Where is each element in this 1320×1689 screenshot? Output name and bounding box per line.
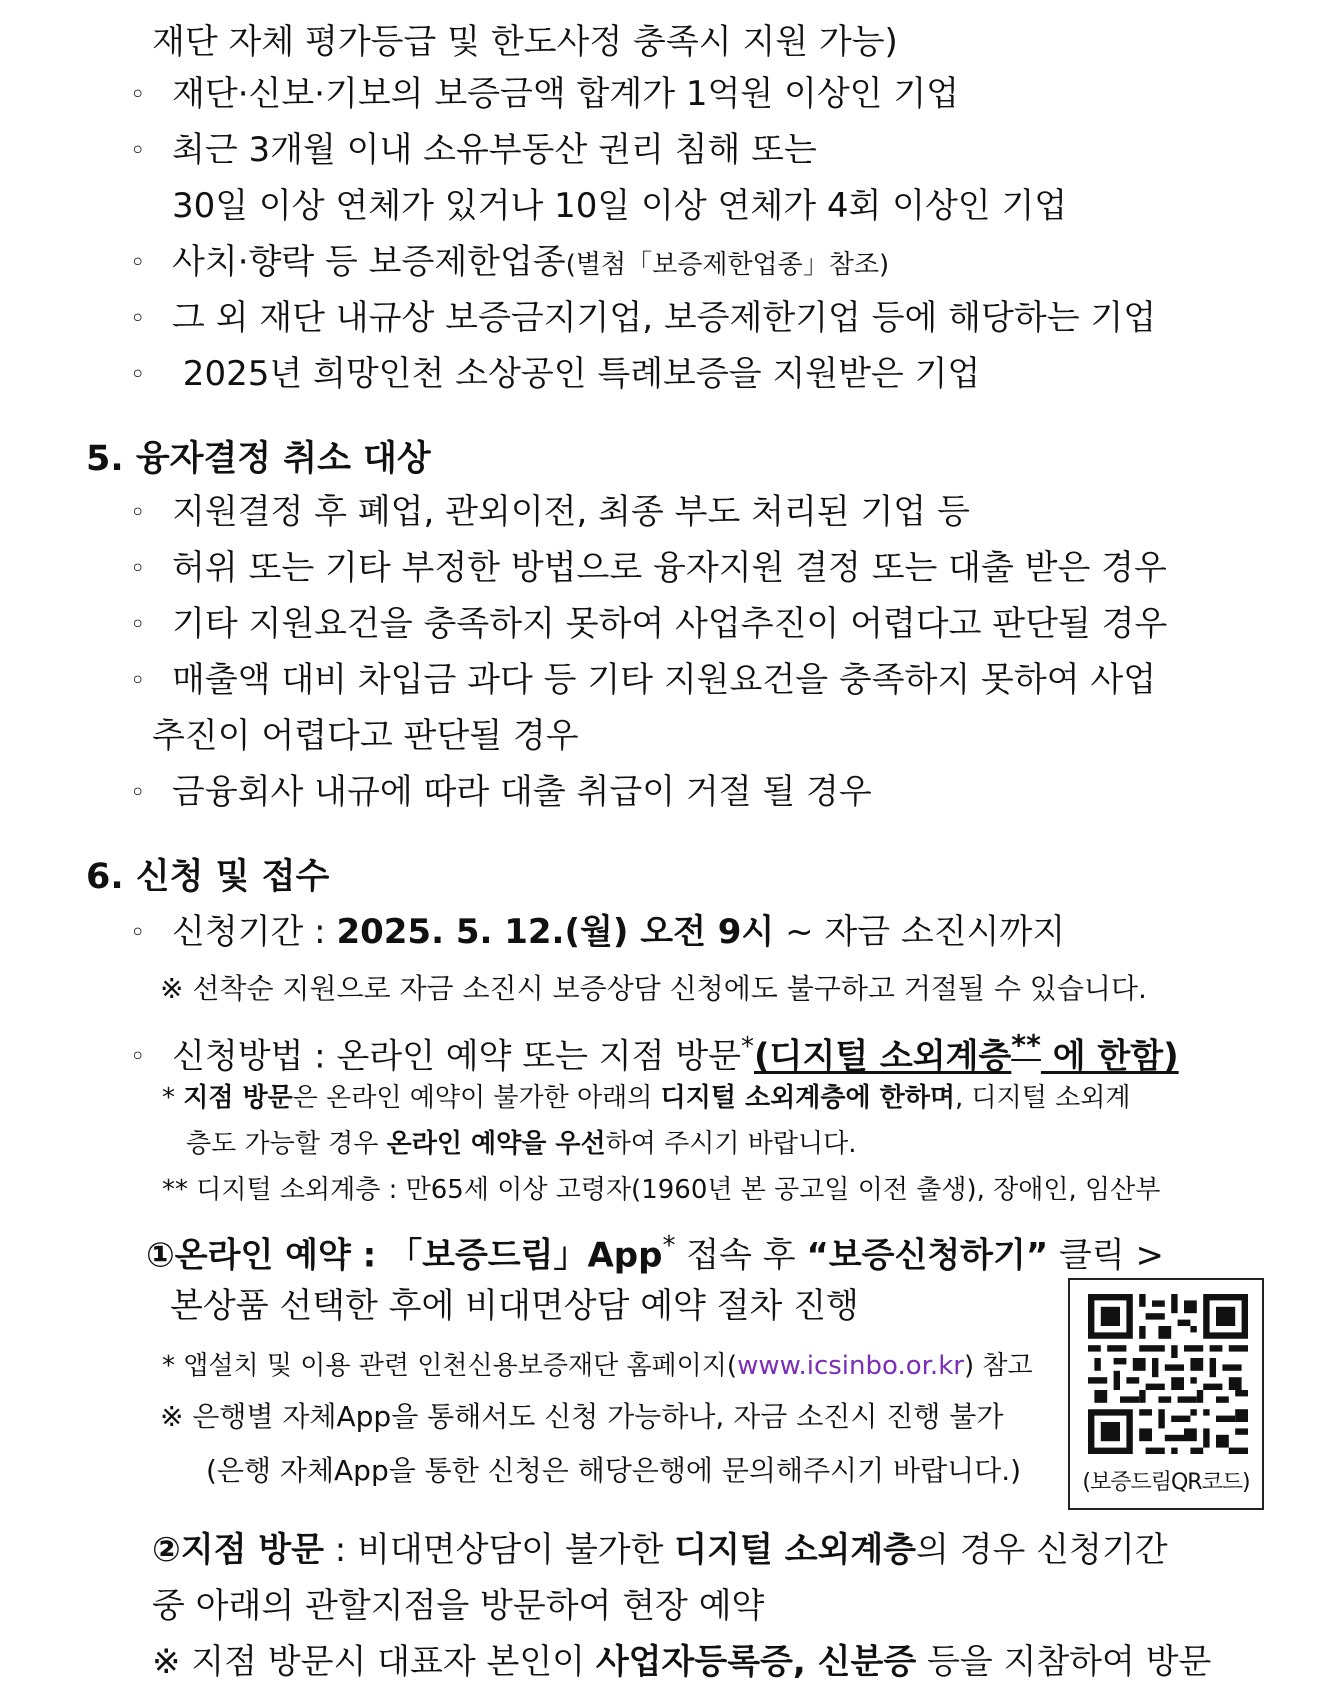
bullet: ◦ [130, 1042, 146, 1073]
item-text: 기타 지원요건을 충족하지 못하여 사업추진이 어렵다고 판단될 경우 [172, 604, 1168, 644]
list-item [130, 658, 1156, 703]
bullet: ◦ [130, 498, 146, 528]
qr-code-icon [1088, 1294, 1248, 1454]
online-reservation-line: ①온라인 예약 : 「보증드림」App* 접속 후 “보증신청하기” 클릭 > [146, 1231, 1165, 1276]
list-item [130, 910, 1065, 955]
note-line: ** 디지털 소외계층 : 만65세 이상 고령자(1960년 본 공고일 이전 출생), 장애인, 임산부 [162, 1175, 1161, 1205]
list-item [130, 352, 980, 397]
item-text: 지원결정 후 폐업, 관외이전, 최종 부도 처리된 기업 등 [172, 492, 970, 532]
period-date: 2025. 5. 12.(월) 오전 9시 [336, 912, 775, 952]
bullet: ◦ [130, 80, 146, 110]
note-line: ※ 선착순 지원으로 자금 소진시 보증상담 신청에도 불구하고 거절될 수 있습니다. [160, 972, 1147, 1005]
note-line: 층도 가능할 경우 온라인 예약을 우선하여 주시기 바랍니다. [186, 1129, 857, 1159]
note-line: (은행 자체App을 통한 신청은 해당은행에 문의해주시기 바랍니다.) [206, 1454, 1022, 1487]
homepage-link[interactable]: www.icsinbo.or.kr [737, 1351, 964, 1381]
bullet: ◦ [130, 554, 146, 584]
item-text: 사치·향락 등 보증제한업종 [172, 242, 566, 282]
text-line: 중 아래의 관할지점을 방문하여 현장 예약 [152, 1586, 765, 1626]
text-line: 재단 자체 평가등급 및 한도사정 충족시 지원 가능) [152, 22, 898, 62]
bullet: ◦ [130, 248, 146, 278]
item-text: 재단·신보·기보의 보증금액 합계가 1억원 이상인 기업 [172, 74, 960, 114]
text-line: 본상품 선택한 후에 비대면상담 예약 절차 진행 [170, 1286, 859, 1326]
bullet: ◦ [130, 304, 146, 334]
item-text: 그 외 재단 내규상 보증금지기업, 보증제한기업 등에 해당하는 기업 [172, 298, 1157, 338]
section-heading-6: 6. 신청 및 접수 [86, 857, 330, 897]
note-line: ※ 지점 방문시 대표자 본인이 사업자등록증, 신분증 등을 지참하여 방문 [152, 1642, 1212, 1682]
bullet: ◦ [130, 666, 146, 696]
footnote-marker: ** [1011, 1029, 1041, 1062]
qr-caption: (보증드림QR코드) [1082, 1470, 1250, 1495]
item-note: (별첨「보증제한업종」참조) [565, 250, 890, 280]
text-line: 30일 이상 연체가 있거나 10일 이상 연체가 4회 이상인 기업 [172, 186, 1068, 226]
item-text: 최근 3개월 이내 소유부동산 권리 침해 또는 [172, 130, 817, 170]
item-text: 2025년 희망인천 소상공인 특례보증을 지원받은 기업 [172, 354, 981, 394]
bullet: ◦ [130, 360, 146, 390]
list-item [130, 770, 872, 815]
note-line: * 앱설치 및 이용 관련 인천신용보증재단 홈페이지(www.icsinbo.or.kr) 참고 [162, 1351, 1033, 1381]
list-item [130, 72, 959, 117]
list-item [130, 296, 1156, 341]
item-text: 허위 또는 기타 부정한 방법으로 융자지원 결정 또는 대출 받은 경우 [172, 548, 1167, 588]
item-text: 금융회사 내규에 따라 대출 취급이 거절 될 경우 [172, 772, 872, 812]
note-line: ※ 은행별 자체App을 통해서도 신청 가능하나, 자금 소진시 진행 불가 [160, 1400, 1004, 1433]
item-text: ~ 자금 소진시까지 [774, 912, 1066, 952]
item-emphasis: (디지털 소외계층 [753, 1036, 1012, 1077]
section-heading-5: 5. 융자결정 취소 대상 [86, 439, 431, 479]
list-item [130, 128, 817, 173]
text-line: 추진이 어렵다고 판단될 경우 [152, 716, 579, 756]
bullet: ◦ [130, 778, 146, 808]
list-item [130, 490, 970, 535]
footnote-marker: * [740, 1032, 754, 1062]
list-item [130, 240, 889, 285]
bullet: ◦ [130, 918, 146, 948]
list-item [130, 602, 1167, 647]
list-item [130, 546, 1167, 591]
item-text: 신청기간 : [172, 912, 337, 952]
bullet: ◦ [130, 610, 146, 640]
note-line: * 지점 방문은 온라인 예약이 불가한 아래의 디지털 소외계층에 한하며, 디지털 소외계 [162, 1083, 1131, 1113]
item-text: 신청방법 : 온라인 예약 또는 지점 방문 [172, 1036, 741, 1077]
item-text: 매출액 대비 차입금 과다 등 기타 지원요건을 충족하지 못하여 사업 [172, 660, 1157, 700]
bullet: ◦ [130, 136, 146, 166]
qr-code-box [1068, 1278, 1264, 1510]
list-item [130, 1024, 1179, 1079]
branch-visit-line: ②지점 방문 : 비대면상담이 불가한 디지털 소외계층의 경우 신청기간 [152, 1530, 1168, 1570]
item-emphasis: 에 한함) [1040, 1036, 1179, 1077]
